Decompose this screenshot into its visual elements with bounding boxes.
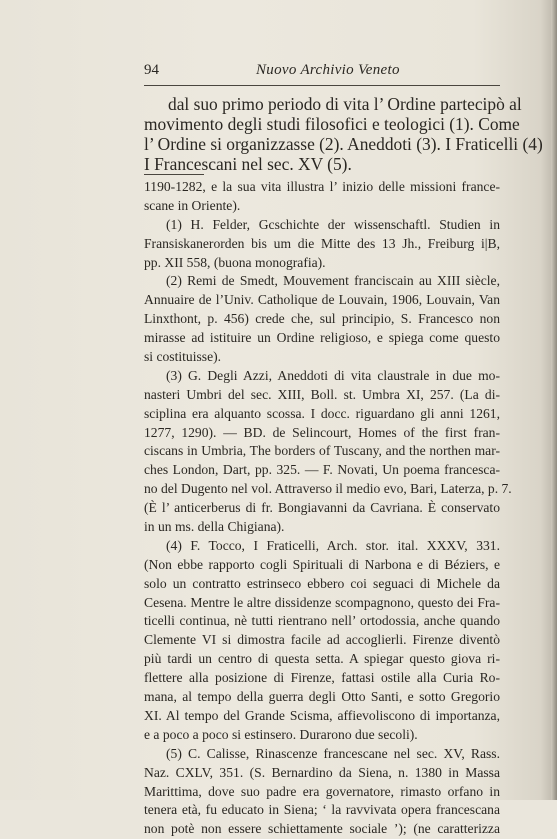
footnotes-block <box>144 178 512 839</box>
footnote-line: nasteri Umbri del sec. XIII, Boll. st. Umbra XI, 257. (La di- <box>144 386 500 402</box>
footnote-line: più tardi un centro di questa setta. A spiegar questo giova ri- <box>144 651 500 667</box>
footnote-line: Fransiskanerorden bis um die Mitte des 13 Jh., Freiburg i|B, <box>144 235 500 251</box>
running-title: Nuovo Archivio Veneto <box>256 62 400 78</box>
page-edge-shadow <box>551 0 557 800</box>
footnote-line: (1) H. Felder, Gcschichte der wissenschaftl. Studien in <box>166 216 500 232</box>
footnote-line: e a poco a poco si estinsero. Durarono due secoli). <box>144 726 418 742</box>
footnote-line: ticelli continua, nè tutti rientrano nell’ ortodossia, anche quando <box>144 613 500 629</box>
footnote-line: 1277, 1290). — BD. de Selincourt, Homes of the first fran- <box>144 424 500 440</box>
main-text-line: l’ Ordine si organizzasse (2). Aneddoti (3). I Fraticelli (4) <box>144 134 543 154</box>
footnote-line: Clemente VI si dimostra facile ad accoglierli. Firenze diventò <box>144 632 500 648</box>
footnote-line: mirasse ad istituire un Ordine religioso, e spiega come questo <box>144 330 500 346</box>
main-text-line: movimento degli studi filosofici e teologici (1). Come <box>144 114 520 134</box>
footnote-line: tenera età, fu educato in Siena; ‘ la ravvivata opera francescana <box>144 802 500 818</box>
footnote-line: (3) G. Degli Azzi, Aneddoti di vita claustrale in due mo- <box>166 367 500 383</box>
footnote-line: (4) F. Tocco, I Fraticelli, Arch. stor. ital. XXXV, 331. <box>166 537 500 553</box>
footnote-line: non potè non essere schiettamente sociale ’); (ne caratterizza <box>144 821 500 837</box>
footnote-line: (5) C. Calisse, Rinascenze francescane nel sec. XV, Rass. <box>166 745 500 761</box>
footnote-line: no del Dugento nel vol. Attraverso il medio evo, Bari, Laterza, p. 7. <box>144 481 512 497</box>
main-text-line: dal suo primo periodo di vita l’ Ordine partecipò al <box>168 94 522 114</box>
page-header <box>144 62 500 84</box>
footnote-separator <box>144 174 204 175</box>
footnote-line: mana, al tempo della guerra degli Otto Santi, e sotto Gregorio <box>144 689 500 705</box>
footnote-line: Naz. CXLV, 351. (S. Bernardino da Siena, n. 1380 in Massa <box>144 764 500 780</box>
main-text-line: I Francescani nel sec. XV (5). <box>144 154 352 174</box>
footnote-line: (È l’ anticerberus di fr. Bongiavanni da Cavriana. È conservato <box>144 500 500 516</box>
footnote-line: Marittima, dove suo padre era governatore, rimasto orfano in <box>144 783 500 799</box>
footnote-line: scane in Oriente). <box>144 197 241 213</box>
footnote-line: pp. XII 558, (buona monografia). <box>144 254 326 270</box>
footnote-line: ciscans in Umbria, The borders of Tuscany, and the northen mar- <box>144 443 500 459</box>
footnote-line: Annuaire de l’Univ. Catholique de Louvain, 1906, Louvain, Van <box>144 292 500 308</box>
footnote-line: in un ms. della Chigiana). <box>144 519 285 535</box>
main-text-block <box>144 94 543 174</box>
footnote-line: XI. Al tempo del Grande Scisma, affievoliscono di importanza, <box>144 707 500 723</box>
footnote-line: (2) Remi de Smedt, Mouvement franciscain au XIII siècle, <box>166 273 500 289</box>
footnote-line: Cesena. Mentre le altre dissidenze scompagnono, questo dei Fra- <box>144 594 500 610</box>
footnote-line: (Non ebbe rapporto cogli Spirituali di Narbona e di Béziers, e <box>144 556 500 572</box>
footnote-line: flettere alla posizione di Firenze, fattasi ostile alla Curia Ro- <box>144 670 500 686</box>
footnote-line: Linxthont, p. 456) crede che, sul principio, S. Francesco non <box>144 311 500 327</box>
footnote-line: 1190-1282, e la sua vita illustra l’ inizio delle missioni france- <box>144 179 500 194</box>
header-rule <box>144 85 500 86</box>
footnote-line: sciplina era alquanto scossa. I docc. riguardano gli anni 1261, <box>144 405 500 421</box>
footnote-line: solo un contratto estrinseco ebbero coi seguaci di Michele da <box>144 575 500 591</box>
page-number: 94 <box>144 62 159 78</box>
footnote-line: ches London, Dart, pp. 325. — F. Novati, Un poema francesca- <box>144 462 500 478</box>
footnote-line: si costituisse). <box>144 349 222 365</box>
